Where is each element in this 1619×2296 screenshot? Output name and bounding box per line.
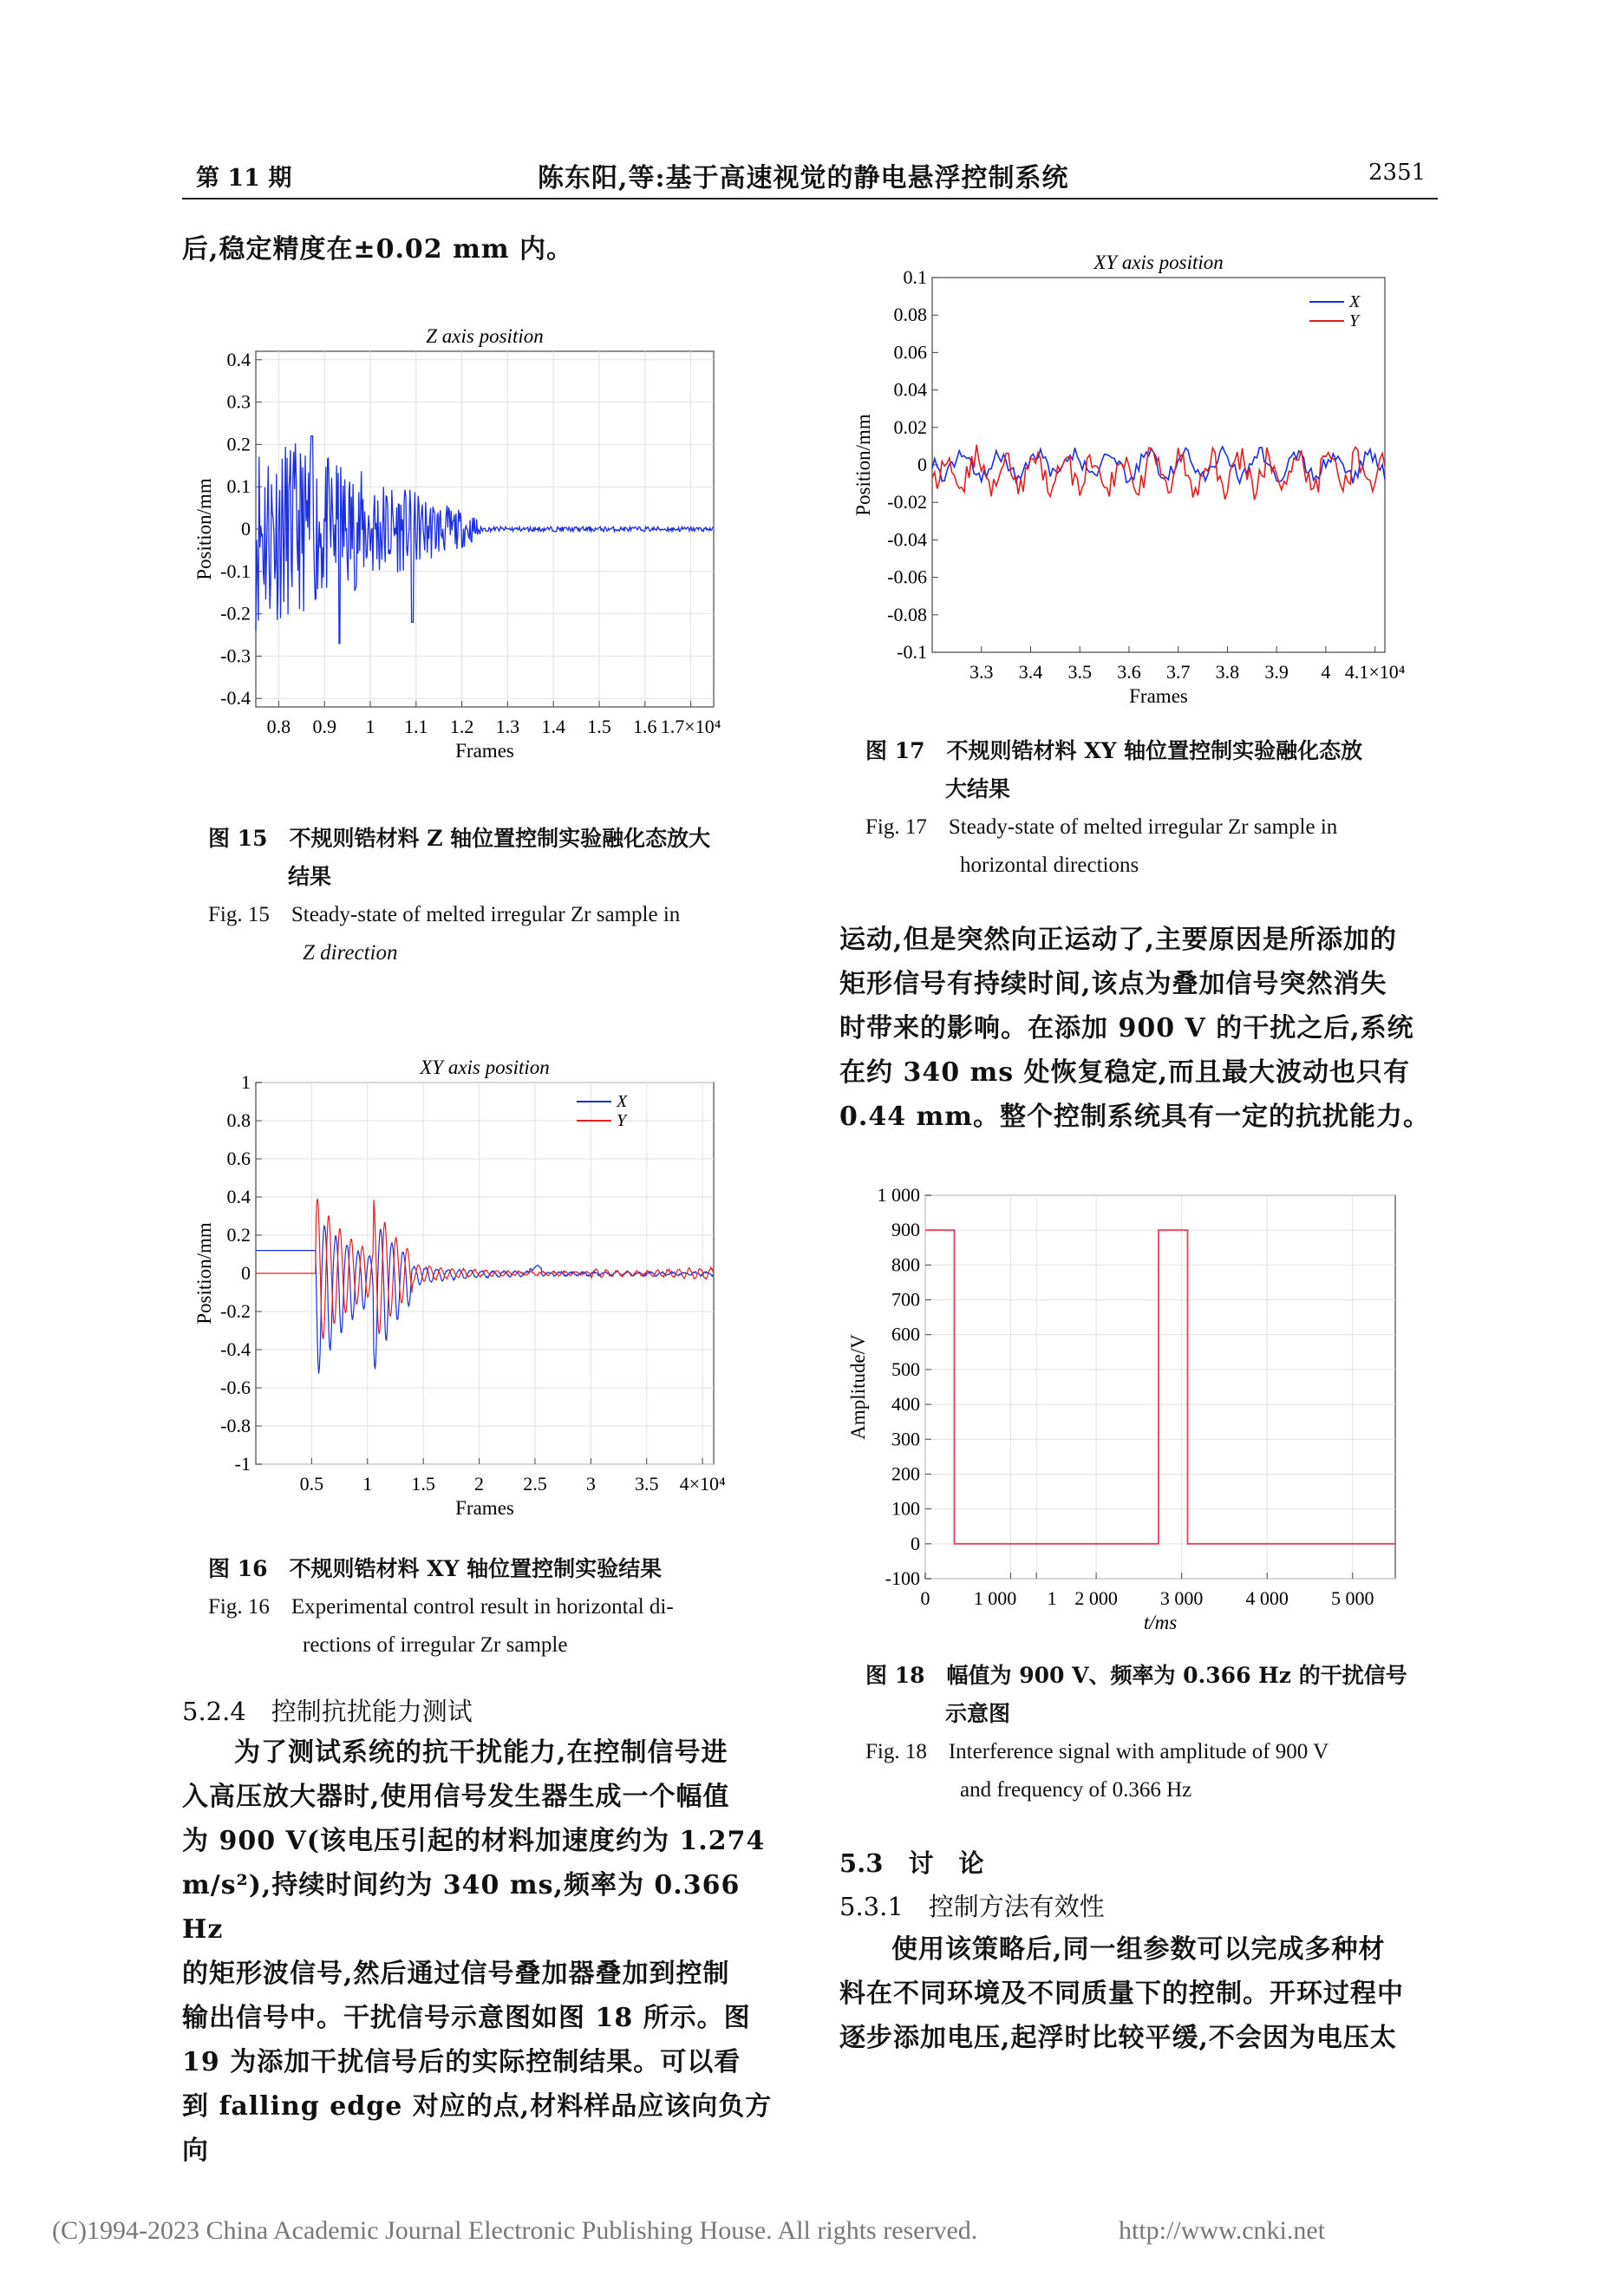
x-tick-label: 4 000 bbox=[1245, 1587, 1289, 1609]
y-tick-label: 0.1 bbox=[226, 475, 251, 498]
x-axis-label: Frames bbox=[1129, 685, 1188, 707]
x-tick-label: 0.5 bbox=[299, 1473, 324, 1495]
figure-16-caption bbox=[208, 1550, 780, 1665]
y-tick-label: 0.4 bbox=[226, 1186, 251, 1207]
x-tick-label: 3 000 bbox=[1159, 1587, 1204, 1609]
text-line: 的矩形波信号,然后通过信号叠加器叠加到控制 bbox=[182, 1959, 730, 1989]
x-tick-label: 1.5 bbox=[587, 716, 611, 737]
y-axis-label: Position/mm bbox=[852, 414, 874, 516]
caption-en-1: Fig. 15 Steady-state of melted irregular Zr sample in bbox=[208, 903, 681, 926]
y-axis-label: Position/mm bbox=[193, 1222, 215, 1325]
legend-label-x: X bbox=[617, 1092, 628, 1111]
text-line: 矩形信号有持续时间,该点为叠加信号突然消失 bbox=[839, 969, 1387, 999]
x-tick-label: 0 bbox=[920, 1587, 930, 1609]
text-line: 逐步添加电压,起浮时比较平缓,不会因为电压太 bbox=[839, 2023, 1397, 2053]
x-tick-label: 1.7×10⁴ bbox=[660, 716, 721, 737]
y-tick-label: 900 bbox=[891, 1219, 920, 1241]
y-tick-label: -1 bbox=[234, 1453, 251, 1475]
chart-title: XY axis position bbox=[1093, 252, 1224, 273]
section-heading-524 bbox=[182, 1692, 473, 1728]
continued-text: 后,稳定精度在±0.02 mm 内。 bbox=[182, 234, 574, 265]
y-tick-label: 400 bbox=[891, 1393, 920, 1416]
x-tick-label: 3.7 bbox=[1165, 661, 1191, 683]
section-524-heading: 5.2.4 控制抗扰能力测试 bbox=[182, 1697, 473, 1726]
x-tick-label: 1 bbox=[362, 1473, 373, 1495]
x-axis-label: Frames bbox=[455, 1497, 514, 1519]
x-tick-label: 3.5 bbox=[1067, 661, 1092, 683]
y-tick-label: -0.2 bbox=[220, 1300, 251, 1322]
section-524-body bbox=[182, 1730, 789, 2173]
legend-label-y: Y bbox=[617, 1111, 627, 1130]
text-line: 料在不同环境及不同质量下的控制。开环过程中 bbox=[839, 1979, 1404, 2009]
legend-label-y: Y bbox=[1349, 311, 1360, 330]
y-tick-label: 0.8 bbox=[226, 1109, 251, 1131]
text-line: 为 900 V(该电压引起的材料加速度约为 1.274 bbox=[182, 1826, 766, 1856]
y-tick-label: 0.08 bbox=[893, 304, 927, 326]
figure-15-chart bbox=[186, 317, 780, 798]
plot-area bbox=[932, 278, 1385, 652]
y-tick-label: -0.04 bbox=[887, 528, 927, 551]
x-axis-label: t/ms bbox=[1143, 1612, 1178, 1631]
x-axis-label: Frames bbox=[455, 740, 514, 762]
section-53-body bbox=[839, 1927, 1446, 2060]
text-line: 运动,但是突然向正运动了,主要原因是所添加的 bbox=[839, 925, 1397, 955]
caption-en-2: Z direction bbox=[303, 941, 398, 965]
y-tick-label: 0.02 bbox=[893, 415, 927, 438]
y-axis-label: Position/mm bbox=[193, 478, 215, 580]
y-tick-label: 1 000 bbox=[877, 1184, 920, 1206]
x-tick-label: 1.2 bbox=[449, 716, 474, 737]
caption-cn-2: 结果 bbox=[288, 864, 332, 889]
y-tick-label: 100 bbox=[891, 1497, 920, 1520]
x-tick-label: 3.9 bbox=[1264, 661, 1289, 683]
figure-18-caption bbox=[865, 1657, 1438, 1809]
y-tick-label: -0.4 bbox=[220, 687, 251, 710]
y-tick-label: 300 bbox=[891, 1428, 920, 1450]
text-line: 使用该策略后,同一组参数可以完成多种材 bbox=[891, 1934, 1386, 1965]
chart-title: XY axis position bbox=[420, 1056, 550, 1078]
text-line: 到 falling edge 对应的点,材料样品应该向负方向 bbox=[182, 2091, 773, 2166]
text-line: 时带来的影响。在添加 900 V 的干扰之后,系统 bbox=[839, 1013, 1414, 1043]
text-line: m/s²),持续时间约为 340 ms,频率为 0.366 Hz bbox=[182, 1870, 741, 1945]
issue-number: 第 11 期 bbox=[196, 165, 292, 192]
y-tick-label: 500 bbox=[891, 1357, 920, 1380]
text-line: 0.44 mm。整个控制系统具有一定的抗扰能力。 bbox=[839, 1102, 1430, 1132]
caption-en-2: horizontal directions bbox=[960, 854, 1139, 877]
y-tick-label: -0.6 bbox=[220, 1377, 251, 1398]
caption-cn-1: 图 18 幅值为 900 V、频率为 0.366 Hz 的干扰信号 bbox=[865, 1663, 1407, 1688]
x-tick-label: 5 000 bbox=[1330, 1587, 1374, 1609]
x-tick-label: 3 bbox=[585, 1473, 596, 1495]
caption-cn-1: 图 15 不规则锆材料 Z 轴位置控制实验融化态放大 bbox=[208, 826, 711, 851]
y-tick-label: 0.2 bbox=[226, 1224, 251, 1246]
caption-cn-2: 示意图 bbox=[945, 1701, 1011, 1726]
legend-label-x: X bbox=[1349, 292, 1361, 311]
y-tick-label: -0.3 bbox=[220, 644, 251, 667]
y-tick-label: 700 bbox=[891, 1288, 920, 1311]
page-number: 2351 bbox=[1368, 160, 1426, 186]
figure-18-chart bbox=[845, 1180, 1444, 1631]
figure-16-chart bbox=[186, 1048, 780, 1534]
caption-en-2: and frequency of 0.366 Hz bbox=[960, 1778, 1192, 1802]
x-tick-label: 3.5 bbox=[634, 1473, 659, 1495]
caption-en-1: Fig. 17 Steady-state of melted irregular Zr sample in bbox=[865, 815, 1338, 839]
y-tick-label: -0.1 bbox=[220, 559, 251, 582]
x-tick-label: 2 000 bbox=[1074, 1587, 1118, 1609]
y-tick-label: 1 bbox=[241, 1071, 251, 1093]
x-tick-label: 4.1×10⁴ bbox=[1344, 661, 1406, 683]
figure-17-chart bbox=[845, 241, 1444, 718]
y-tick-label: 0 bbox=[241, 518, 251, 540]
x-tick-label: 2 bbox=[474, 1473, 485, 1495]
x-tick-label: 3.3 bbox=[969, 661, 994, 683]
y-tick-label: 0.2 bbox=[226, 433, 251, 455]
y-tick-label: 0.3 bbox=[226, 390, 251, 413]
y-tick-label: -0.1 bbox=[897, 641, 927, 663]
copyright-footer: (C)1994-2023 China Academic Journal Electronic Publishing House. All rights reserved. bbox=[52, 2216, 978, 2245]
y-tick-label: 0.4 bbox=[226, 348, 251, 370]
caption-en-2: rections of irregular Zr sample bbox=[303, 1633, 568, 1657]
text-line: 入高压放大器时,使用信号发生器生成一个幅值 bbox=[182, 1782, 730, 1812]
header-rule bbox=[182, 198, 1438, 200]
y-tick-label: -0.02 bbox=[887, 491, 927, 513]
text-line: 19 为添加干扰信号后的实际控制结果。可以看 bbox=[182, 2047, 741, 2077]
x-tick-label: 3.4 bbox=[1018, 661, 1043, 683]
footer-url[interactable]: http://www.cnki.net bbox=[1119, 2216, 1326, 2245]
y-tick-label: -0.8 bbox=[220, 1415, 251, 1436]
y-tick-label: 600 bbox=[891, 1323, 920, 1345]
y-tick-label: -0.4 bbox=[220, 1338, 251, 1360]
figure-17-caption bbox=[865, 732, 1438, 885]
x-tick-label: 4×10⁴ bbox=[679, 1473, 726, 1495]
x-tick-label: 3.6 bbox=[1117, 661, 1141, 683]
running-title: 陈东阳,等:基于高速视觉的静电悬浮控制系统 bbox=[538, 163, 1069, 193]
y-tick-label: 200 bbox=[891, 1462, 920, 1485]
x-tick-label: 1.5 bbox=[411, 1473, 435, 1495]
right-column-text bbox=[839, 918, 1446, 1139]
plot-area bbox=[925, 1195, 1395, 1579]
y-tick-label: 0.6 bbox=[226, 1148, 251, 1169]
text-line: 输出信号中。干扰信号示意图如图 18 所示。图 bbox=[182, 2003, 751, 2033]
y-tick-label: -0.08 bbox=[887, 603, 927, 625]
x-tick-label: 4 bbox=[1321, 661, 1331, 683]
section-heading-53: 5.3 讨 论 bbox=[839, 1848, 984, 1878]
caption-en-1: Fig. 16 Experimental control result in horizontal di- bbox=[208, 1595, 674, 1619]
chart-title: Z axis position bbox=[426, 325, 544, 347]
y-tick-label: -0.06 bbox=[887, 566, 927, 588]
caption-cn-1: 图 16 不规则锆材料 XY 轴位置控制实验结果 bbox=[208, 1556, 663, 1581]
caption-cn-1: 图 17 不规则锆材料 XY 轴位置控制实验融化态放 bbox=[865, 738, 1363, 763]
x-tick-label: 1 bbox=[365, 716, 375, 737]
x-tick-label: 0.9 bbox=[312, 716, 336, 737]
figure-15-caption bbox=[208, 820, 780, 972]
x-tick-label: 2.5 bbox=[523, 1473, 547, 1495]
text-line: 为了测试系统的抗干扰能力,在控制信号进 bbox=[234, 1737, 728, 1768]
x-tick-label: 1.1 bbox=[404, 716, 428, 737]
y-tick-label: 0.1 bbox=[903, 266, 927, 288]
y-tick-label: 0 bbox=[917, 454, 927, 475]
y-tick-label: -100 bbox=[885, 1567, 920, 1589]
x-tick-label: 0.8 bbox=[266, 716, 291, 737]
x-tick-label: 1 000 bbox=[973, 1587, 1017, 1609]
y-tick-label: 800 bbox=[891, 1253, 920, 1276]
text-line: 在约 340 ms 处恢复稳定,而且最大波动也只有 bbox=[839, 1057, 1411, 1088]
caption-en-1: Fig. 18 Interference signal with amplitude of 900 V bbox=[865, 1740, 1329, 1763]
x-tick-label: 1.4 bbox=[541, 716, 565, 737]
y-tick-label: 0.04 bbox=[893, 378, 927, 401]
x-tick-label: 1 bbox=[1047, 1587, 1057, 1609]
x-tick-label: 3.8 bbox=[1215, 661, 1240, 683]
y-tick-label: 0 bbox=[911, 1532, 920, 1554]
x-tick-label: 1.6 bbox=[633, 716, 657, 737]
y-tick-label: 0.06 bbox=[893, 341, 927, 363]
y-tick-label: 0 bbox=[241, 1262, 251, 1284]
section-heading-531: 5.3.1 控制方法有效性 bbox=[839, 1892, 1105, 1921]
y-tick-label: -0.2 bbox=[220, 602, 251, 625]
y-axis-label: Amplitude/V bbox=[847, 1334, 869, 1440]
x-tick-label: 1.3 bbox=[495, 716, 520, 737]
caption-cn-2: 大结果 bbox=[945, 776, 1011, 801]
